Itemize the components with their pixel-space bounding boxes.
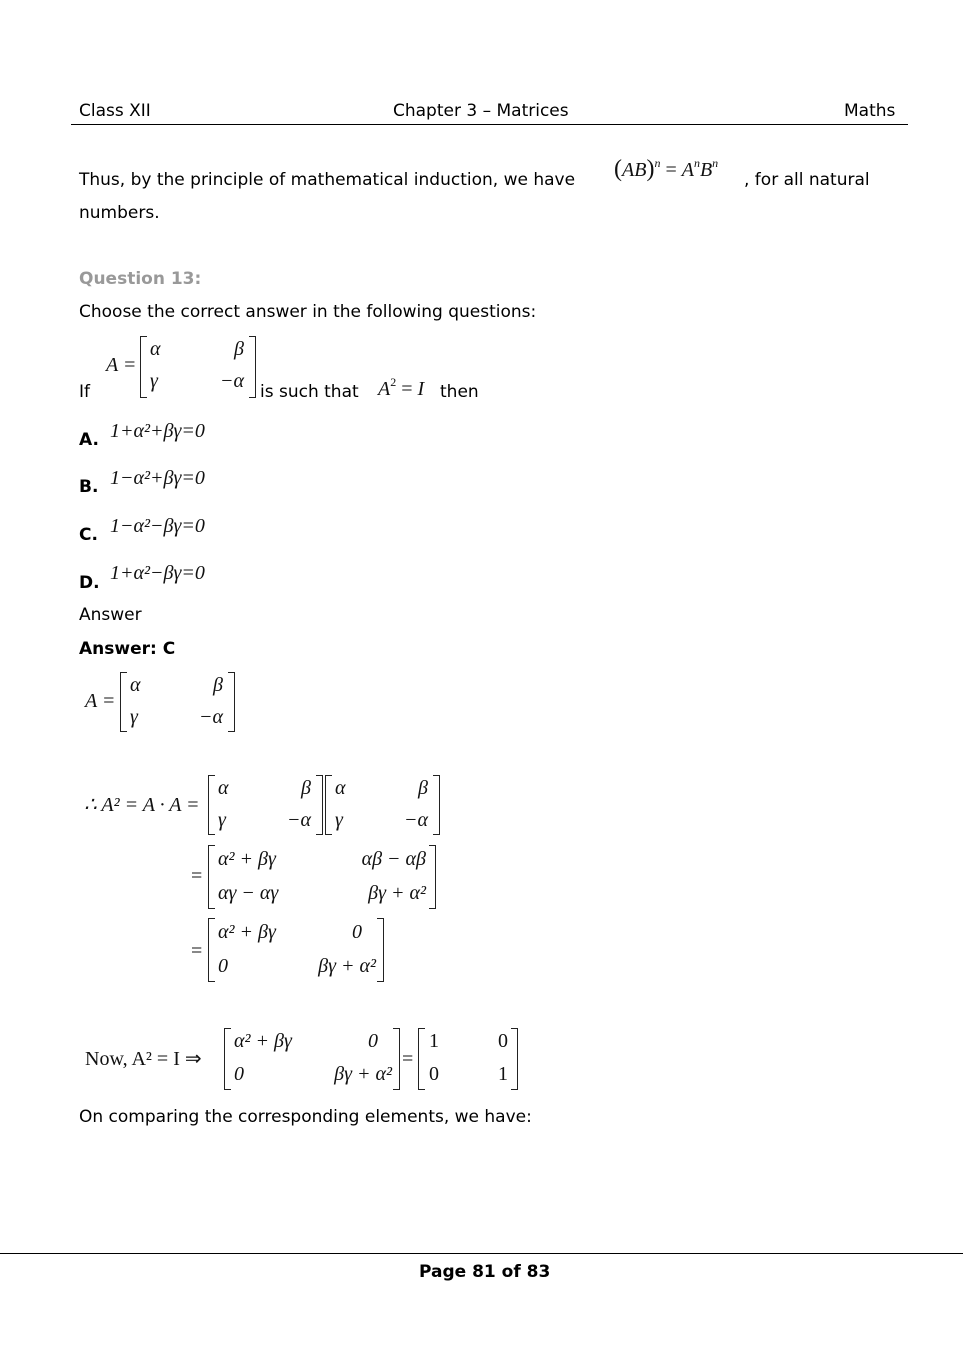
matrix-cell: γ [335, 809, 343, 831]
option-c-label: C. [79, 525, 98, 545]
right-bracket [433, 775, 440, 835]
matrix-cell: β [301, 777, 311, 799]
question-if: If [79, 382, 90, 402]
answer-line: Answer: C [79, 639, 176, 659]
now-lhs: Now, A² = I ⇒ [85, 1048, 202, 1070]
matrix-cell: αβ − αβ [361, 848, 426, 870]
step3-eq: = [191, 865, 203, 887]
left-bracket [224, 1028, 231, 1090]
question-matrix [140, 336, 256, 398]
option-c-expr: 1−α²−βγ=0 [110, 515, 205, 537]
right-bracket [228, 672, 235, 732]
question-matrix-lhs [106, 354, 136, 377]
matrix-cell: β [418, 777, 428, 799]
page-number: Page 81 of 83 [419, 1262, 551, 1282]
question-such-that: is such that [260, 382, 359, 402]
option-b-expr: 1−α²+βγ=0 [110, 467, 205, 489]
option-a-expr: 1+α²+βγ=0 [110, 420, 205, 442]
left-bracket [140, 336, 147, 398]
matrix-cell: 1 [429, 1030, 439, 1052]
option-a-label: A. [79, 430, 99, 450]
option-b-label: B. [79, 477, 99, 497]
question-prompt: Choose the correct answer in the following questions: [79, 302, 537, 322]
step4-matrix [208, 918, 384, 982]
now-matrix [224, 1028, 400, 1090]
matrix-cell: γ [130, 706, 138, 728]
question-heading: Question 13: [79, 269, 202, 289]
matrix-cell: α² + βγ [218, 921, 276, 943]
identity-matrix [418, 1028, 518, 1090]
matrix-lhs-text: A = [106, 354, 137, 376]
left-bracket [418, 1028, 425, 1090]
footer-rule [0, 1253, 963, 1254]
question-condition: $A^2 = I$ [378, 375, 425, 400]
matrix-cell: α² + βγ [218, 848, 276, 870]
left-bracket [208, 845, 215, 909]
intro-line2: numbers. [79, 203, 160, 223]
left-bracket [120, 672, 127, 732]
left-bracket [208, 775, 215, 835]
header-chapter: Chapter 3 – Matrices [393, 101, 569, 121]
right-bracket [316, 775, 323, 835]
matrix-cell: βγ + α² [334, 1063, 392, 1085]
matrix-cell: α [218, 777, 229, 799]
matrix-cell: γ [150, 370, 158, 392]
option-d-label: D. [79, 573, 100, 593]
matrix-cell: β [234, 338, 244, 360]
right-bracket [377, 918, 384, 982]
header-class: Class XII [79, 101, 151, 121]
step2-lhs: ∴ A² = A · A = [84, 794, 200, 816]
matrix-cell: βγ + α² [318, 955, 376, 977]
matrix-cell: α [130, 674, 141, 696]
matrix-cell: 0 [234, 1063, 244, 1085]
matrix-cell: −α [199, 706, 223, 728]
left-bracket [325, 775, 332, 835]
answer-label: Answer [79, 605, 142, 625]
matrix-cell: −α [220, 370, 244, 392]
matrix-cell: 0 [352, 921, 362, 943]
matrix-cell: αγ − αγ [218, 882, 279, 904]
matrix-cell: α [150, 338, 161, 360]
intro-text-before: Thus, by the principle of mathematical induction, we have [79, 170, 576, 190]
now-eq: = [402, 1048, 414, 1070]
option-d-expr: 1+α²−βγ=0 [110, 562, 205, 584]
step2-matrix-1 [208, 775, 323, 835]
step1-lhs: A = [85, 690, 116, 712]
right-bracket [511, 1028, 518, 1090]
step1-matrix [120, 672, 235, 732]
matrix-cell: α² + βγ [234, 1030, 292, 1052]
comparing-text: On comparing the corresponding elements, we have: [79, 1107, 532, 1127]
matrix-cell: 1 [498, 1063, 508, 1085]
right-bracket [429, 845, 436, 909]
matrix-cell: 0 [368, 1030, 378, 1052]
step4-eq: = [191, 940, 203, 962]
matrix-cell: −α [287, 809, 311, 831]
question-then: then [440, 382, 479, 402]
step2-matrix-2 [325, 775, 440, 835]
matrix-cell: 0 [429, 1063, 439, 1085]
header-subject: Maths [844, 101, 896, 121]
matrix-cell: 0 [498, 1030, 508, 1052]
intro-text-after: , for all natural [744, 170, 870, 190]
header-rule [71, 124, 908, 125]
left-bracket [208, 918, 215, 982]
matrix-cell: α [335, 777, 346, 799]
matrix-cell: β [213, 674, 223, 696]
right-bracket [393, 1028, 400, 1090]
matrix-cell: γ [218, 809, 226, 831]
intro-formula: $(AB)^n = A^nB^n$ [614, 156, 719, 182]
right-bracket [249, 336, 256, 398]
matrix-cell: −α [404, 809, 428, 831]
matrix-cell: 0 [218, 955, 228, 977]
step3-matrix [208, 845, 436, 909]
matrix-cell: βγ + α² [368, 882, 426, 904]
